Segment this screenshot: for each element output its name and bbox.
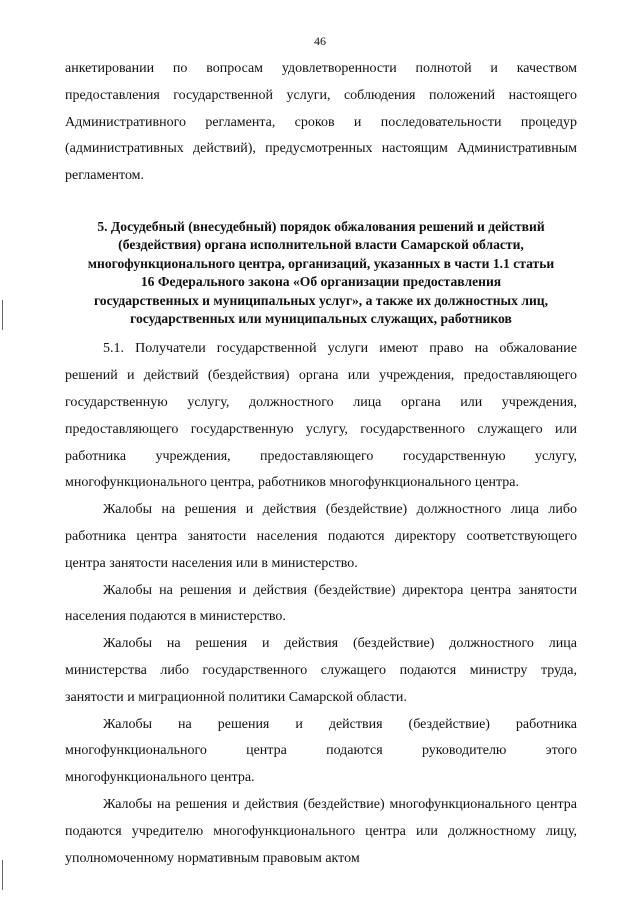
section-title-line: государственных или муниципальных служащих, работников xyxy=(130,311,512,327)
page-number: 46 xyxy=(314,34,326,48)
section-title-line: (бездействия) органа исполнительной власти Самарской области, xyxy=(118,237,524,253)
intro-paragraph: анкетировании по вопросам удовлетворенности полнотой и качеством предоставления государственной услуги, соблюдения положений настоящего Административного регламента, сроков и последовательности процедур (административных действий), предусмотренных настоящим Административным регламентом. xyxy=(65,61,577,184)
section-title-line: 16 Федерального закона «Об организации предоставления xyxy=(140,274,502,290)
section-title-line: многофункционального центра, организаций, указанных в части 1.1 статьи xyxy=(87,255,555,271)
section-title-line: государственных и муниципальных услуг», а также их должностных лиц, xyxy=(93,292,549,308)
paragraph-complaints-director: Жалобы на решения и действия (бездействие) директора центра занятости населения подаются в министерство. xyxy=(65,582,577,625)
paragraph-complaints-mfc-worker: Жалобы на решения и действия (бездействие) работника многофункционального центра подаются руководителю этого многофункционального центра. xyxy=(65,716,577,786)
paragraph-complaints-mfc: Жалобы на решения и действия (бездействие) многофункционального центра подаются учредителю многофункционального центра или должностному лицу, уполномоченному нормативным правовым актом xyxy=(65,796,577,866)
document-body xyxy=(65,56,577,872)
paragraph-complaints-ministry: Жалобы на решения и действия (бездействие) должностного лица министерства либо государственного служащего подаются министру труда, занятости и миграционной политики Самарской области. xyxy=(65,636,577,705)
scan-margin-line xyxy=(2,300,3,330)
section-title-line: 5. Досудебный (внесудебный) порядок обжалования решений и действий xyxy=(97,218,545,234)
scan-margin-line xyxy=(2,860,3,890)
paragraph-complaints-employment-center: Жалобы на решения и действия (бездействие) должностного лица либо работника центра занятости населения подаются директору соответствующего центра занятости населения или в министерство. xyxy=(65,502,577,571)
section-title xyxy=(65,218,577,328)
paragraph-5-1: 5.1. Получатели государственной услуги имеют право на обжалование решений и действий (бездействия) органа или учреждения, предоставляющего государственную услугу, должностного лица органа или учреждения, предоставляющего государственную услугу, государственного служащего или работника учреждения, предоставляющего государственную услугу, многофункционального центра, работников многофункционального центра. xyxy=(65,341,577,491)
